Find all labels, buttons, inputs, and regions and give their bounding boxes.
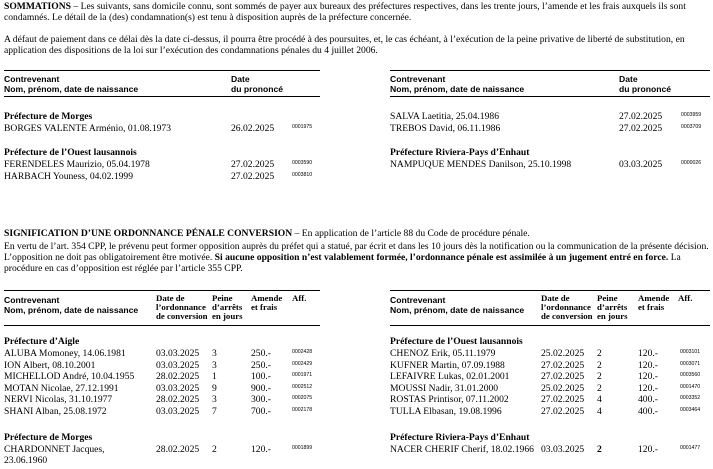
sommations-paragraph-2: A défaut de paiement dans ce délai dès la date ci-dessus, il pourra être procédé à des poursuites, et, le cas échéant, à l’exécution de la peine privative de liberté de substitution, en application des dispositions de la loi sur l’exécution des condamnations pénales du 4 juillet 2006. bbox=[4, 34, 685, 56]
table2-left-header-rule bbox=[4, 325, 320, 326]
table1-right-col-name2: Nom, prénom, date de naissance bbox=[390, 84, 525, 94]
table1-right-col-date2: du prononcé bbox=[619, 84, 672, 94]
table2-row-name: NERVI Nicolas, 31.10.1977 bbox=[4, 394, 113, 405]
table2-row-name: MOUSSI Nadir, 31.01.2000 bbox=[390, 382, 499, 394]
table2-row-amount: 400.- bbox=[638, 405, 658, 417]
table1-row-code: 0000026 bbox=[681, 160, 702, 166]
table2-row-name: MICHELLOD André, 10.04.1955 bbox=[4, 371, 135, 382]
table1-prefecture: Préfecture de l’Ouest lausannois bbox=[4, 147, 137, 158]
table1-left-header-rule bbox=[4, 96, 320, 97]
table2-left-col-name2: Nom, prénom, date de naissance bbox=[4, 305, 139, 315]
table2-row-date: 03.03.2025 bbox=[156, 348, 200, 359]
table2-left-col-date2: l’ordonnance bbox=[156, 302, 206, 312]
table2-row-days: 2 bbox=[597, 444, 602, 455]
table2-right-top-rule bbox=[390, 290, 710, 291]
table2-right-col-peine2: d’arrêts bbox=[597, 302, 628, 312]
table2-row-code: 0003352 bbox=[680, 395, 701, 401]
table2-row-days: 9 bbox=[212, 382, 217, 394]
table2-prefecture: Préfecture Riviera-Pays d’Enhaut bbox=[390, 432, 530, 443]
signification-title bbox=[4, 228, 710, 239]
table2-row-code: 0003464 bbox=[680, 406, 701, 413]
table2-right-header-rule bbox=[390, 325, 710, 326]
table2-row-date: 03.03.2025 bbox=[541, 444, 585, 455]
table1-left-col-name: Contrevenant bbox=[4, 74, 60, 84]
table2-row-days: 4 bbox=[597, 394, 602, 405]
table2-row-date: 03.03.2025 bbox=[156, 359, 200, 371]
signification-text-c: La procédure en cas d’opposition est réglée par l’article 355 CPP. bbox=[4, 252, 681, 274]
sommations-heading: SOMMATIONS bbox=[4, 1, 71, 12]
table1-row-code: 0003810 bbox=[292, 172, 313, 178]
table2-row-name: KUFNER Martin, 07.09.1988 bbox=[390, 359, 505, 371]
table2-row-amount: 120.- bbox=[638, 371, 658, 382]
table2-right-col-date2: l’ordonnance bbox=[541, 302, 591, 312]
table2-row-date: 03.03.2025 bbox=[156, 382, 200, 394]
table2-row-code: 0001899 bbox=[292, 445, 313, 451]
table2-row-name: CHARDONNET Jacques, bbox=[4, 444, 105, 455]
table1-left-col-name2: Nom, prénom, date de naissance bbox=[4, 84, 139, 94]
table2-row-amount: 120.- bbox=[251, 444, 271, 455]
table2-row-days: 2 bbox=[597, 371, 602, 382]
table1-right-header-rule bbox=[390, 96, 710, 97]
table1-row-name: FERENDELES Maurizio, 05.04.1978 bbox=[4, 159, 150, 170]
table1-row-date: 26.02.2025 bbox=[231, 123, 275, 134]
table1-right-col-name: Contrevenant bbox=[390, 74, 446, 84]
signification-heading: SIGNIFICATION D’UNE ORDONNANCE PÉNALE CONVERSION bbox=[4, 228, 293, 239]
table2-row-name: TULLA Elbasan, 19.08.1996 bbox=[390, 405, 502, 417]
table2-row-days: 2 bbox=[212, 444, 217, 455]
table2-row-code: 0002429 bbox=[292, 360, 313, 367]
table2-row-amount: 250.- bbox=[251, 359, 271, 371]
table2-row-amount: 120.- bbox=[638, 382, 658, 394]
table1-left-col-date: Date bbox=[231, 74, 250, 84]
sommations-text: – Les suivants, sans domicile connu, sont sommés de payer aux bureaux des préfectures respectives, dans les trente jours, l’amende et les frais auxquels ils sont condamnés. Le détail de la (des) condamnation(s) est tenu à disposition auprès de la préfecture concernée. bbox=[4, 1, 686, 23]
table2-row-code: 0002512 bbox=[292, 383, 313, 390]
table2-row-amount: 400.- bbox=[638, 394, 658, 405]
signification-heading-rest: – En application de l’article 88 du Code de procédure pénale. bbox=[292, 228, 530, 239]
table2-row-name: ION Albert, 08.10.2001 bbox=[4, 359, 96, 371]
signification-text-a: En vertu de l’art. 354 CPP, le prévenu peut former opposition auprès du préfet qui a statué, par écrit et dans les 10 jours dès la notification ou la communication de la présente décision. L’opposition ne doit pas obligatoirement être motivée. bbox=[4, 241, 709, 263]
table2-row-name-cont: 23.06.1960 bbox=[4, 455, 48, 466]
table2-left-col-peine3: en jours bbox=[212, 311, 243, 321]
table1-row-date: 03.03.2025 bbox=[619, 159, 663, 170]
table2-row-name: LEFAIVRE Lukas, 02.01.2001 bbox=[390, 371, 510, 382]
table1-left-col-date2: du prononcé bbox=[231, 84, 284, 94]
table2-row-days: 3 bbox=[212, 348, 217, 359]
table1-row-code: 0001975 bbox=[292, 124, 313, 130]
table1-row-date: 27.02.2025 bbox=[231, 159, 275, 170]
table2-row-date: 03.03.2025 bbox=[156, 405, 200, 417]
table1-row-name: SALVA Laetitia, 25.04.1986 bbox=[390, 111, 499, 122]
table1-row-name: HARBACH Youness, 04.02.1999 bbox=[4, 171, 134, 182]
table2-right-col-amende2: et frais bbox=[638, 302, 665, 312]
table2-row-code: 0001470 bbox=[680, 383, 701, 390]
table1-row-code: 0003959 bbox=[681, 112, 702, 118]
table2-row-name: SHANI Alban, 25.08.1972 bbox=[4, 405, 107, 417]
table2-right-col-name2: Nom, prénom, date de naissance bbox=[390, 305, 525, 315]
table2-right-col-date: Date de bbox=[541, 293, 570, 303]
table2-row-code: 0003071 bbox=[680, 360, 701, 367]
table2-row-code: 0002428 bbox=[292, 349, 313, 355]
table1-prefecture: Préfecture de Morges bbox=[4, 111, 93, 122]
table2-row-code: 0001477 bbox=[680, 445, 701, 451]
table2-row-name: NACER CHERIF Cherif, 18.02.1966 bbox=[390, 444, 534, 455]
table2-row-name: ROSTAS Printisor, 07.11.2002 bbox=[390, 394, 509, 405]
table2-right-col-peine3: en jours bbox=[597, 311, 628, 321]
table2-row-code: 0002075 bbox=[292, 395, 313, 401]
table2-row-amount: 120.- bbox=[638, 348, 658, 359]
table1-row-code: 0003590 bbox=[292, 160, 313, 166]
table2-row-days: 2 bbox=[597, 382, 602, 394]
table2-left-col-name: Contrevenant bbox=[4, 295, 60, 305]
table2-row-days: 7 bbox=[212, 405, 217, 417]
table2-row-days: 2 bbox=[597, 348, 602, 359]
table2-row-code: 0002178 bbox=[292, 406, 313, 413]
table2-right-col-aff: Aff. bbox=[678, 293, 693, 303]
table2-prefecture: Préfecture de l’Ouest lausannois bbox=[390, 336, 523, 347]
table2-row-date: 27.02.2025 bbox=[541, 405, 585, 417]
table2-row-days: 1 bbox=[212, 371, 217, 382]
table2-left-col-amende2: et frais bbox=[251, 302, 278, 312]
table2-row-date: 25.02.2025 bbox=[541, 382, 585, 394]
table2-row-days: 2 bbox=[597, 359, 602, 371]
table2-row-code: 0001971 bbox=[292, 372, 313, 378]
table2-row-amount: 120.- bbox=[638, 359, 658, 371]
table2-row-code: 0003101 bbox=[680, 349, 701, 355]
table2-left-top-rule bbox=[4, 290, 320, 291]
table2-left-col-amende: Amende bbox=[251, 293, 283, 303]
table2-left-col-date: Date de bbox=[156, 293, 185, 303]
table2-row-name: MOTAN Nicolae, 27.12.1991 bbox=[4, 382, 119, 394]
table2-row-name: ALUBA Momoney, 14.06.1981 bbox=[4, 348, 126, 359]
table2-row-amount: 120.- bbox=[638, 444, 658, 455]
table2-row-name: CHENOZ Erik, 05.11.1979 bbox=[390, 348, 496, 359]
signification-paragraph bbox=[4, 241, 710, 274]
table1-prefecture: Préfecture Riviera-Pays d’Enhaut bbox=[390, 147, 530, 158]
signification-text-b: Si aucune opposition n’est valablement formée, l’ordonnance pénale est assimilée à un jugement entré en force. bbox=[214, 252, 669, 263]
table2-right-col-date3: de conversion bbox=[541, 311, 593, 321]
table1-right-top-rule bbox=[390, 70, 710, 71]
table2-row-amount: 700.- bbox=[251, 405, 271, 417]
table2-row-amount: 900.- bbox=[251, 382, 271, 394]
table2-row-amount: 100.- bbox=[251, 371, 271, 382]
table2-left-col-aff: Aff. bbox=[292, 293, 307, 303]
table2-right-col-peine: Peine bbox=[597, 293, 618, 303]
table2-row-date: 25.02.2025 bbox=[541, 348, 585, 359]
table2-row-date: 28.02.2025 bbox=[156, 394, 200, 405]
table2-prefecture: Préfecture de Morges bbox=[4, 432, 93, 443]
table2-row-days: 3 bbox=[212, 359, 217, 371]
table2-row-amount: 300.- bbox=[251, 394, 271, 405]
table1-row-date: 27.02.2025 bbox=[619, 111, 663, 122]
table1-left-top-rule bbox=[4, 70, 320, 71]
table1-row-date: 27.02.2025 bbox=[231, 171, 275, 182]
table2-left-col-date3: de conversion bbox=[156, 311, 208, 321]
table2-row-date: 27.02.2025 bbox=[541, 371, 585, 382]
table2-right-col-amende: Amende bbox=[638, 293, 670, 303]
table2-row-date: 28.02.2025 bbox=[156, 444, 200, 455]
table2-left-col-peine2: d’arrêts bbox=[212, 302, 243, 312]
table2-row-date: 27.02.2025 bbox=[541, 359, 585, 371]
table2-left-col-peine: Peine bbox=[212, 293, 233, 303]
table1-row-date: 27.02.2025 bbox=[619, 123, 663, 134]
table2-row-date: 28.02.2025 bbox=[156, 371, 200, 382]
table2-row-amount: 250.- bbox=[251, 348, 271, 359]
table1-row-name: NAMPUQUE MENDES Danilson, 25.10.1998 bbox=[390, 159, 572, 170]
table2-prefecture: Préfecture d’Aigle bbox=[4, 336, 80, 347]
sommations-paragraph bbox=[4, 1, 710, 23]
table1-row-code: 0003709 bbox=[681, 124, 702, 130]
table1-right-col-date: Date bbox=[619, 74, 638, 84]
table2-row-date: 27.02.2025 bbox=[541, 394, 585, 405]
table1-row-name: BORGES VALENTE Arménio, 01.08.1973 bbox=[4, 123, 172, 134]
table2-row-code: 0003560 bbox=[680, 372, 701, 378]
table2-row-days: 3 bbox=[212, 394, 217, 405]
table1-row-name: TREBOS David, 06.11.1986 bbox=[390, 123, 501, 134]
table2-row-days: 4 bbox=[597, 405, 602, 417]
table2-right-col-name: Contrevenant bbox=[390, 295, 446, 305]
